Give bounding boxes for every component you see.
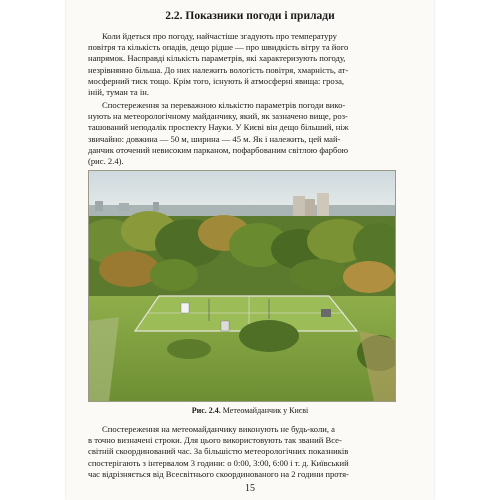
- page-number: 15: [245, 483, 255, 494]
- text-line: світній скоординований час. За більшістю метеорологічних показників: [88, 446, 349, 457]
- text-line: в точно визначені строки. Для цього використовують так званий Все-: [88, 435, 342, 446]
- text-line: мосферний тиск тощо. Крім того, існують й атмосферні явища: гроза,: [88, 75, 345, 86]
- paragraph-weather-station: [88, 100, 416, 167]
- text-line: спостерігають з інтервалом 3 години: о 0:00, 3:00, 6:00 і т. д. Київський: [88, 457, 349, 468]
- text-line: напрямок. Насправді кількість параметрів, які характеризують погоду,: [88, 53, 346, 64]
- text-line: Спостереження на метеомайданчику виконують не будь-коли, а: [102, 424, 335, 434]
- text-line: час відрізняється від Всесвітнього скоординованого на 2 години протя-: [88, 468, 349, 479]
- text-line: нують на метеорологічному майданчику, який, як зазначено вище, роз-: [88, 111, 348, 122]
- book-page: [66, 0, 434, 500]
- figure-label: Рис. 2.4.: [191, 406, 221, 415]
- paragraph-weather-parameters: [88, 31, 416, 98]
- text-line: Спостереження за переважною кількістю параметрів погоди вико-: [102, 100, 346, 110]
- text-line: Коли йдеться про погоду, найчастіше згадують про температуру: [102, 31, 337, 41]
- text-line: повітря та кількість опадів, дещо рідше — про швидкість вітру та його: [88, 42, 349, 53]
- text-line: незрівнянно більша. До них належить вологість повітря, хмарність, ат-: [88, 64, 349, 75]
- weather-station-photo: [88, 170, 396, 402]
- text-line: іній, туман та ін.: [88, 87, 149, 98]
- text-line: (рис. 2.4).: [88, 156, 124, 167]
- text-line: звичайно: довжина — 50 м, ширина — 45 м. Як і належить, цей май-: [88, 133, 341, 144]
- figure-caption-text: Метеомайданчик у Києві: [222, 406, 309, 415]
- section-heading: 2.2. Показники погоди і прилади: [165, 10, 335, 22]
- paragraph-observation-times: [88, 424, 416, 480]
- figure-caption: [66, 406, 434, 415]
- text-line: данчик оточений невисоким парканом, пофарбованим світлою фарбою: [88, 144, 349, 155]
- text-line: ташований неподалік проспекту Науки. У Києві він дещо більший, ніж: [88, 122, 349, 133]
